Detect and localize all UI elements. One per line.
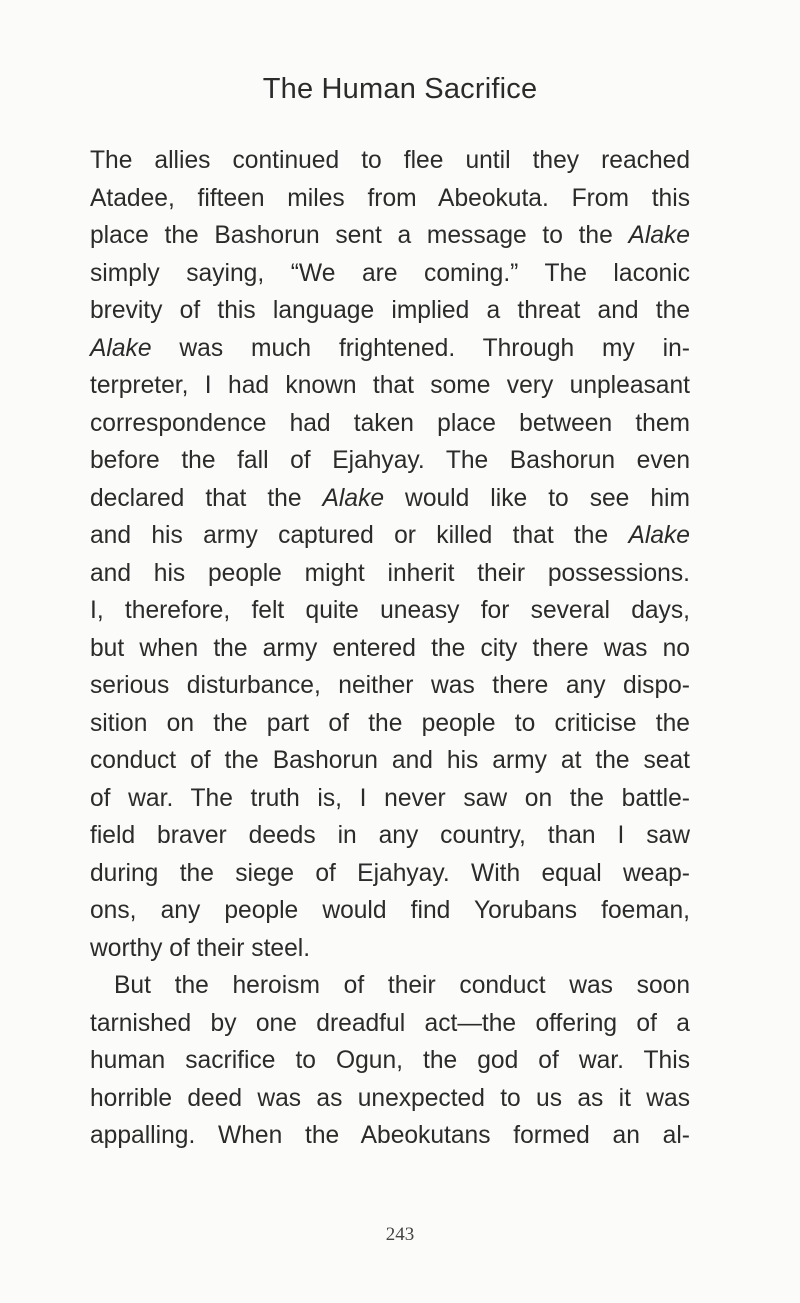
text-line	[90, 292, 690, 330]
text-line	[90, 480, 690, 518]
text-run: but when the army entered the city there was no	[90, 634, 690, 662]
text-line	[90, 405, 690, 443]
text-line	[90, 255, 690, 293]
italic-text: Alake	[628, 222, 690, 249]
text-line	[90, 217, 690, 255]
text-run: of war. The truth is, I never saw on the battle-	[90, 784, 690, 812]
text-run: Atadee, fifteen miles from Abeokuta. From this	[90, 184, 690, 212]
italic-text: Alake	[322, 484, 385, 512]
text-line	[90, 892, 690, 930]
text-run: conduct of the Bashorun and his army at the seat	[90, 747, 690, 774]
text-line	[90, 967, 690, 1005]
text-line	[90, 1005, 690, 1043]
text-line	[90, 442, 690, 480]
text-run: would like to see him	[384, 484, 690, 512]
text-line	[90, 930, 690, 968]
body-text	[90, 142, 690, 1155]
text-run: But the heroism of their conduct was soon	[114, 972, 690, 999]
text-line	[90, 330, 690, 368]
text-line	[90, 855, 690, 893]
text-run: place the Bashorun sent a message to the	[90, 222, 629, 249]
text-line	[90, 630, 690, 668]
text-run: human sacrifice to Ogun, the god of war. This	[90, 1047, 690, 1074]
text-run: I, therefore, felt quite uneasy for several days,	[90, 597, 690, 624]
text-run: field braver deeds in any country, than I saw	[90, 822, 690, 849]
text-run: simply saying, “We are coming.” The laconic	[90, 259, 690, 287]
text-run: serious disturbance, neither was there any dispo-	[90, 672, 690, 699]
text-run: during the siege of Ejahyay. With equal weap-	[90, 859, 690, 887]
text-line	[90, 705, 690, 743]
text-run: correspondence had taken place between them	[90, 409, 690, 437]
text-line	[90, 817, 690, 855]
text-line	[90, 367, 690, 405]
text-line	[90, 180, 690, 218]
text-run: and his people might inherit their possessions.	[90, 559, 690, 587]
italic-text: Alake	[90, 334, 152, 362]
text-run: tarnished by one dreadful act—the offering of a	[90, 1009, 690, 1037]
text-run: brevity of this language implied a threat and the	[90, 297, 690, 324]
text-line	[90, 1080, 690, 1118]
text-run: horrible deed was as unexpected to us as it was	[90, 1084, 690, 1112]
text-line	[90, 742, 690, 780]
text-run: was much frightened. Through my in-	[151, 334, 690, 362]
text-line	[90, 592, 690, 630]
text-run: terpreter, I had known that some very unpleasant	[90, 372, 690, 399]
text-line	[90, 1042, 690, 1080]
text-run: appalling. When the Abeokutans formed an al-	[90, 1122, 690, 1149]
text-run: sition on the part of the people to criticise the	[90, 709, 690, 737]
text-line	[90, 780, 690, 818]
text-run: worthy of their steel.	[90, 934, 311, 962]
page-number: 243	[385, 1224, 415, 1245]
text-run: The allies continued to flee until they reached	[90, 147, 690, 174]
text-line	[90, 517, 690, 555]
text-run: ons, any people would find Yorubans foeman,	[90, 897, 690, 924]
text-line	[90, 1117, 690, 1155]
running-head: The Human Sacrifice	[262, 73, 538, 105]
text-line	[90, 667, 690, 705]
italic-text: Alake	[628, 522, 690, 549]
text-line	[90, 142, 690, 180]
text-run: declared that the	[90, 484, 323, 512]
text-run: before the fall of Ejahyay. The Bashorun even	[90, 447, 690, 474]
text-run: and his army captured or killed that the	[90, 522, 629, 549]
text-line	[90, 555, 690, 593]
